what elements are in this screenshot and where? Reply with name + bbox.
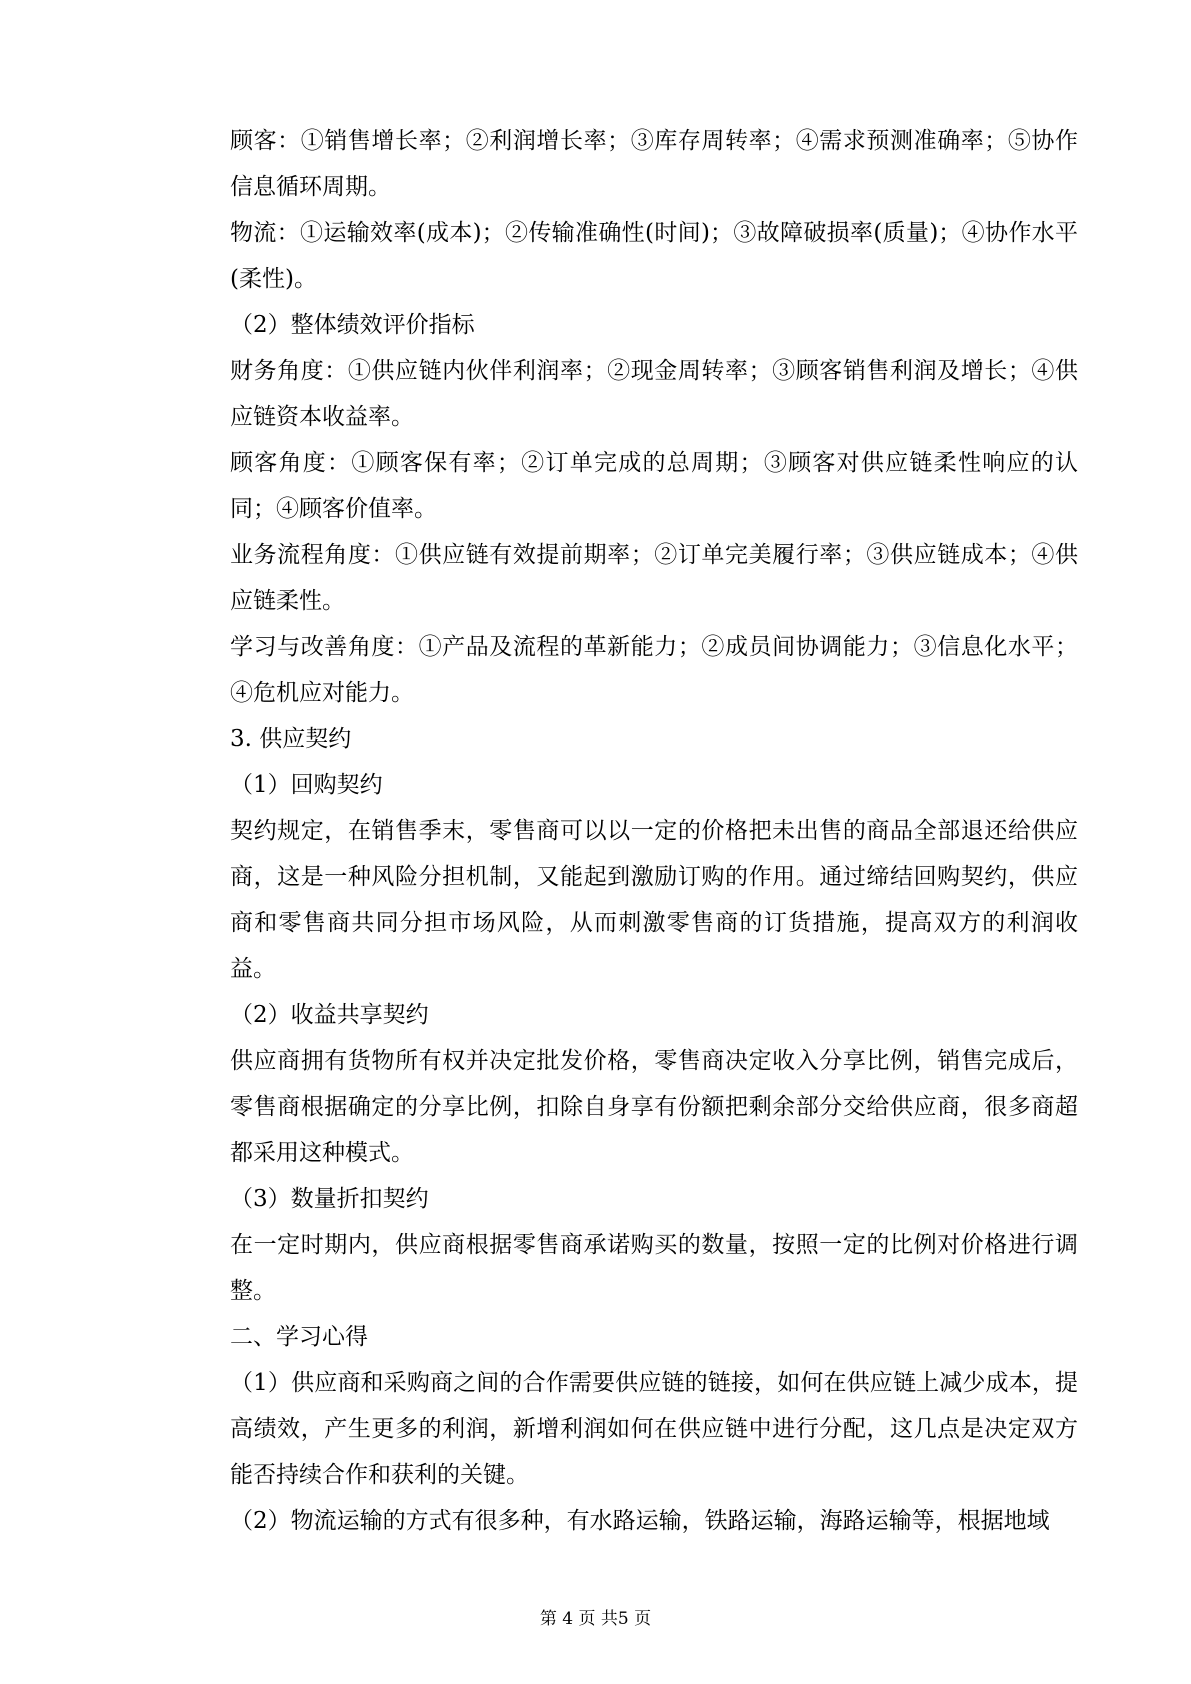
- paragraph-reflection-1: （1）供应商和采购商之间的合作需要供应链的链接，如何在供应链上减少成本，提高绩效，产生更多的利润，新增利润如何在供应链中进行分配，这几点是决定双方能否持续合作和获利的关键。: [230, 1370, 1078, 1488]
- page-number-footer: 第 4 页 共5 页: [539, 1609, 652, 1629]
- paragraph-finance-perspective: 财务角度：①供应链内伙伴利润率；②现金周转率；③顾客销售利润及增长；④供应链资本收益率。: [230, 358, 1078, 430]
- paragraph-learning-perspective: 学习与改善角度：①产品及流程的革新能力；②成员间协调能力；③信息化水平；④危机应对能力。: [230, 634, 1078, 706]
- paragraph-reflection-2: （2）物流运输的方式有很多种，有水路运输，铁路运输，海路运输等，根据地域: [230, 1508, 1050, 1534]
- heading-supply-contracts: 3. 供应契约: [230, 726, 352, 752]
- paragraph-process-perspective: 业务流程角度：①供应链有效提前期率；②订单完美履行率；③供应链成本；④供应链柔性。: [230, 542, 1078, 614]
- heading-learning-reflections: 二、学习心得: [230, 1324, 368, 1350]
- paragraph-buyback-contract: 契约规定，在销售季末，零售商可以以一定的价格把未出售的商品全部退还给供应商，这是一种风险分担机制，又能起到激励订购的作用。通过缔结回购契约，供应商和零售商共同分担市场风险，从而刺激零售商的订货措施，提高双方的利润收益。: [230, 818, 1078, 982]
- subheading-overall-performance: （2）整体绩效评价指标: [230, 312, 475, 338]
- paragraph-quantity-discount: 在一定时期内，供应商根据零售商承诺购买的数量，按照一定的比例对价格进行调整。: [230, 1232, 1078, 1304]
- paragraph-customer-perspective: 顾客角度：①顾客保有率；②订单完成的总周期；③顾客对供应链柔性响应的认同；④顾客价值率。: [230, 450, 1078, 522]
- subheading-revenue-sharing: （2）收益共享契约: [230, 1002, 429, 1028]
- paragraph-revenue-sharing: 供应商拥有货物所有权并决定批发价格，零售商决定收入分享比例，销售完成后，零售商根据确定的分享比例，扣除自身享有份额把剩余部分交给供应商，很多商超都采用这种模式。: [230, 1048, 1078, 1166]
- paragraph-logistics-indicators: 物流：①运输效率(成本)；②传输准确性(时间)；③故障破损率(质量)；④协作水平(柔性)。: [230, 220, 1078, 292]
- document-body: [230, 118, 1078, 1544]
- subheading-buyback-contract: （1）回购契约: [230, 772, 383, 798]
- subheading-quantity-discount: （3）数量折扣契约: [230, 1186, 429, 1212]
- paragraph-customer-indicators: 顾客：①销售增长率；②利润增长率；③库存周转率；④需求预测准确率；⑤协作信息循环周期。: [230, 128, 1078, 200]
